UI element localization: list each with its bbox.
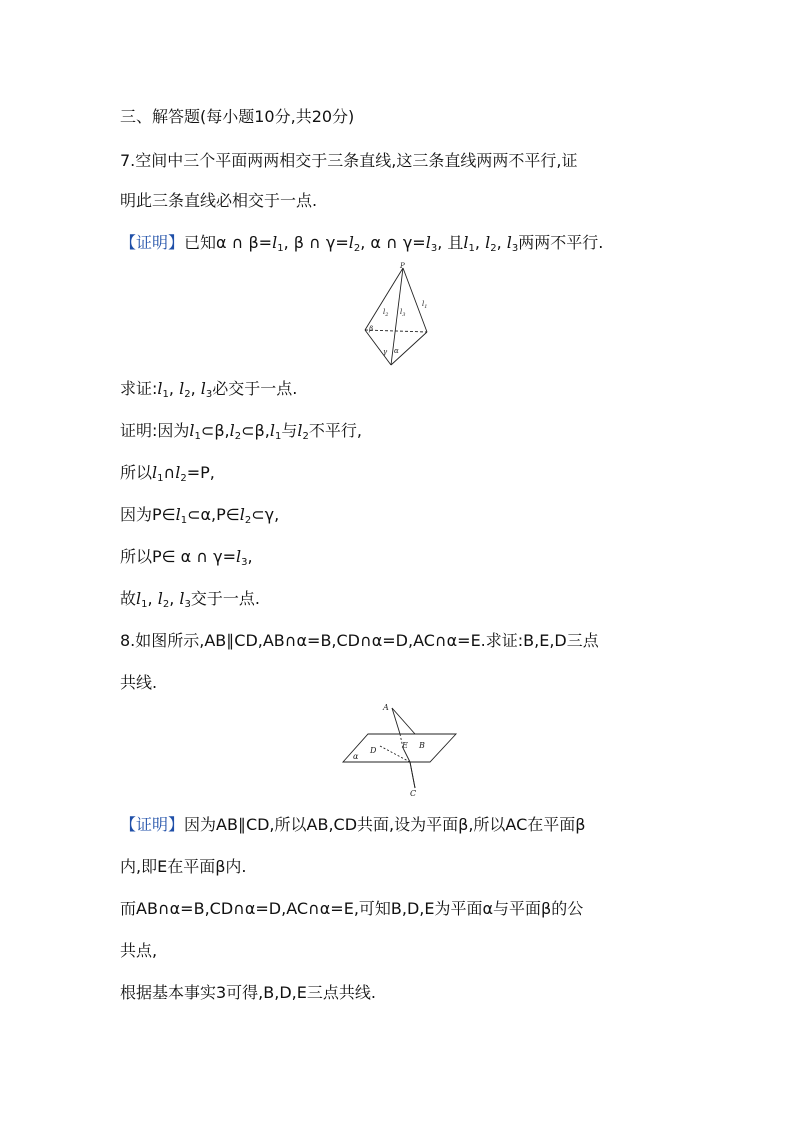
- proof-tag: 【证明】: [120, 815, 185, 834]
- subscript: 2: [302, 431, 309, 442]
- subscript: 2: [234, 431, 242, 442]
- q7-statement-line2: 明此三条直线必相交于一点.: [120, 191, 318, 210]
- line-symbol: l: [485, 233, 491, 252]
- subscript: 1: [141, 599, 148, 610]
- plane-alpha: [343, 734, 456, 762]
- plane-intersection-figure: [340, 700, 460, 798]
- proof-text: 所以P∈ α ∩ γ=: [120, 547, 236, 566]
- prove-text: 求证:: [120, 379, 158, 398]
- given-text: , β ∩ γ=: [283, 233, 349, 252]
- line-symbol: l: [229, 421, 235, 440]
- proof-text: 不平行,: [308, 421, 362, 440]
- line-symbol: l: [189, 421, 195, 440]
- subscript: 2: [184, 389, 191, 400]
- line-symbol: l: [425, 233, 431, 252]
- line-symbol: l: [179, 379, 185, 398]
- proof-text: ⊂γ,: [251, 505, 280, 524]
- edge: [365, 268, 406, 330]
- proof-text: =P,: [186, 463, 215, 482]
- proof-text: ⊂β,: [241, 421, 270, 440]
- separator: ,: [147, 589, 158, 608]
- label-l1: $l_1$: [422, 300, 428, 310]
- label-C: C: [410, 789, 417, 798]
- subscript: 1: [157, 473, 164, 484]
- subscript: 2: [490, 243, 497, 254]
- q7-proof-line5: [120, 588, 260, 610]
- label-l3: $l_3$: [400, 308, 406, 318]
- line-symbol: l: [157, 589, 163, 608]
- q7-given-line: [120, 232, 603, 254]
- q8-proof-line1: [120, 814, 585, 836]
- q8-proof-line2: 内,即E在平面β内.: [120, 857, 247, 876]
- line-symbol: l: [506, 233, 512, 252]
- given-text: , α ∩ γ=: [360, 233, 426, 252]
- line-symbol: l: [152, 463, 158, 482]
- separator: ,: [190, 379, 201, 398]
- label-P: P: [400, 262, 405, 270]
- tetrahedron-figure: [358, 262, 440, 370]
- line-symbol: l: [269, 421, 275, 440]
- proof-text: 与: [281, 421, 298, 440]
- hidden-edge: [365, 330, 427, 332]
- subscript: 3: [241, 557, 248, 568]
- line-symbol: l: [239, 505, 245, 524]
- subscript: 3: [205, 389, 213, 400]
- given-text: 已知α ∩ β=: [184, 233, 273, 252]
- separator: ,: [474, 233, 486, 252]
- section-title: 三、解答题(每小题10分,共20分): [120, 107, 355, 126]
- line-symbol: l: [297, 421, 303, 440]
- label-B: B: [419, 741, 425, 750]
- subscript: 2: [244, 515, 252, 526]
- segment-AB: [392, 708, 415, 734]
- q7-prove-line: [120, 378, 297, 400]
- subscript: 2: [180, 473, 187, 484]
- subscript: 1: [468, 243, 475, 254]
- segment-CD-below: [410, 762, 415, 788]
- label-gamma: γ: [383, 348, 388, 356]
- label-alpha: α: [394, 347, 399, 355]
- label-E: E: [402, 741, 408, 750]
- label-beta: β: [369, 325, 374, 333]
- line-symbol: l: [136, 589, 142, 608]
- q7-proof-line4: [120, 546, 253, 568]
- line-symbol: l: [175, 463, 181, 482]
- label-alpha: α: [353, 752, 359, 761]
- proof-text: ,: [247, 547, 253, 566]
- subscript: 1: [277, 243, 284, 254]
- proof-text: 证明:因为: [120, 421, 190, 440]
- proof-tag: 【证明】: [120, 233, 185, 252]
- q7-proof-line3: [120, 504, 279, 526]
- line-symbol: l: [272, 233, 278, 252]
- subscript: 2: [353, 243, 361, 254]
- given-text: , 且: [437, 233, 464, 252]
- proof-text: 交于一点.: [190, 589, 260, 608]
- subscript: 1: [180, 515, 188, 526]
- line-symbol: l: [157, 379, 163, 398]
- subscript: 2: [162, 599, 170, 610]
- subscript: 3: [184, 599, 191, 610]
- proof-text: 所以: [120, 463, 153, 482]
- proof-text: 故: [120, 589, 137, 608]
- subscript: 1: [194, 431, 201, 442]
- separator: ,: [169, 589, 180, 608]
- label-A: A: [383, 703, 389, 712]
- subscript: 3: [511, 243, 519, 254]
- label-l2: $l_2$: [383, 308, 389, 318]
- line-symbol: l: [175, 505, 181, 524]
- subscript: 3: [430, 243, 438, 254]
- line-symbol: l: [348, 233, 354, 252]
- line-symbol: l: [235, 547, 242, 566]
- separator: ,: [168, 379, 180, 398]
- line-symbol: l: [179, 589, 185, 608]
- subscript: 1: [162, 389, 169, 400]
- given-text: 两两不平行.: [518, 233, 604, 252]
- q8-statement-line1: 8.如图所示,AB∥CD,AB∩α=B,CD∩α=D,AC∩α=E.求证:B,E,D三点: [120, 631, 599, 650]
- label-D: D: [370, 746, 377, 755]
- proof-text: 因为AB∥CD,所以AB,CD共面,设为平面β,所以AC在平面β: [184, 815, 586, 834]
- proof-text: ∩: [163, 463, 176, 482]
- q7-proof-line1: [120, 420, 362, 442]
- q8-proof-line4: 共点,: [120, 941, 158, 960]
- line-symbol: l: [200, 379, 206, 398]
- prove-text: 必交于一点.: [212, 379, 298, 398]
- proof-text: 因为P∈: [120, 505, 176, 524]
- proof-text: ⊂α,P∈: [187, 505, 240, 524]
- q7-proof-line2: [120, 462, 215, 484]
- subscript: 1: [274, 431, 282, 442]
- q8-statement-line2: 共线.: [120, 673, 158, 692]
- q7-statement-line1: 7.空间中三个平面两两相交于三条直线,这三条直线两两不平行,证: [120, 151, 578, 170]
- separator: ,: [496, 233, 507, 252]
- proof-text: ⊂β,: [200, 421, 230, 440]
- line-symbol: l: [463, 233, 469, 252]
- q8-proof-line3: 而AB∩α=B,CD∩α=D,AC∩α=E,可知B,D,E为平面α与平面β的公: [120, 899, 584, 918]
- q8-proof-line5: 根据基本事实3可得,B,D,E三点共线.: [120, 983, 376, 1002]
